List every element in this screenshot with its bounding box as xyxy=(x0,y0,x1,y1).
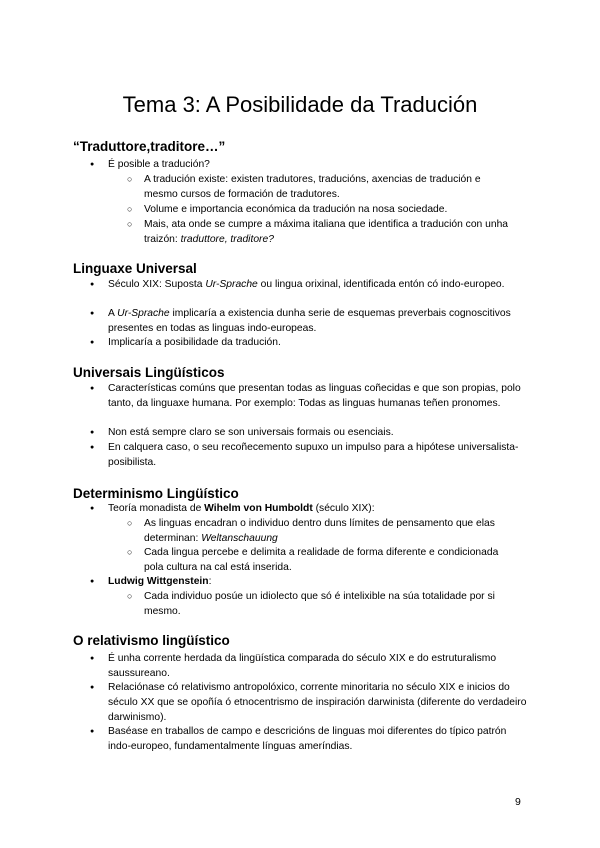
italic-text: Ur-Sprache xyxy=(205,279,258,290)
section-heading-linguaxe-universal: Linguaxe Universal xyxy=(73,261,197,276)
sub-bullet-item: ○ Cada individuo posúe un idiolecto que só é intelixible na súa totalidade por si mesmo. xyxy=(144,589,514,619)
text-run: : xyxy=(208,576,212,587)
sub-bullet-item xyxy=(144,217,514,247)
italic-text: Weltanschauung xyxy=(201,533,278,544)
bullet-item: ● Relaciónase có relativismo antropolóxico, corrente minoritaria no século XIX e inicios do século XX que se opoñía ó etnocentrismo de inspiración darwinista (diferente do verdadeiro darwinismo). xyxy=(108,680,528,725)
bullet-item: ● É unha corrente herdada da lingüística comparada do século XIX e do estruturalismo saussureano. xyxy=(108,651,528,681)
section-heading-universais: Universais Lingüísticos xyxy=(73,365,225,380)
text-run: Século XIX: Suposta xyxy=(108,279,206,290)
page-number: 9 xyxy=(515,796,521,808)
bullet-item: ● Características comúns que presentan todas as linguas coñecidas e que son propias, polo tanto, da linguaxe humana. Por exemplo: Todas as linguas humanas teñen pronomes. xyxy=(108,381,528,411)
text-run: As linguas encadran o individuo dentro duns límites de pensamento que elas determinan: xyxy=(144,518,495,544)
sub-bullet-item xyxy=(144,516,514,546)
bold-text: Ludwig Wittgenstein xyxy=(108,576,209,587)
text-run: A xyxy=(108,308,118,319)
bullet-item xyxy=(108,501,528,516)
sub-bullet-item: ○ Cada lingua percebe e delimita a realidade de forma diferente e condicionada pola cultura na cal está inserida. xyxy=(144,545,514,575)
text-run: ou lingua orixinal, identificada entón có indo-europeo. xyxy=(257,279,505,290)
text-run: Teoría monadista de xyxy=(108,503,205,514)
bullet-item: ● Non está sempre claro se son universais formais ou esenciais. xyxy=(108,425,528,440)
bullet-item: ● En calquera caso, o seu recoñecemento supuxo un impulso para a hipótese universalista-posibilista. xyxy=(108,440,528,470)
text-run: implicaría a existencia dunha serie de esquemas preverbais cognoscitivos presentes en todas as linguas indo-europeas. xyxy=(108,308,511,334)
section-heading-traduttore: “Traduttore,traditore…” xyxy=(73,139,226,154)
sub-bullet-item: ○ A tradución existe: existen tradutores, traducións, axencias de tradución e mesmo cursos de formación de tradutores. xyxy=(144,172,514,202)
bullet-item: ● Baséase en traballos de campo e descricións de linguas moi diferentes do típico patrón indo-europeo, fundamentalmente línguas ameríndias. xyxy=(108,724,528,754)
text-run: Mais, ata onde se cumpre a máxima italiana que identifica a tradución con unha traizón: xyxy=(144,219,509,245)
page-title: Tema 3: A Posibilidade da Tradución xyxy=(122,92,478,117)
bullet-item: ● Implicaría a posibilidade da tradución. xyxy=(108,335,528,350)
bullet-item xyxy=(108,277,528,292)
bullet-item xyxy=(108,574,528,589)
italic-text: Ur-Sprache xyxy=(117,308,170,319)
text-run: (século XIX): xyxy=(312,503,375,514)
section-heading-relativismo: O relativismo lingüístico xyxy=(73,633,230,648)
bold-text: Wihelm von Humboldt xyxy=(204,503,313,514)
italic-text: traduttore, traditore? xyxy=(180,234,274,245)
sub-bullet-item: ○ Volume e importancia económica da tradución na nosa sociedade. xyxy=(144,202,514,217)
bullet-item: ● É posible a tradución? xyxy=(108,157,528,172)
section-heading-determinismo: Determinismo Lingüístico xyxy=(73,486,239,501)
bullet-item xyxy=(108,306,528,336)
